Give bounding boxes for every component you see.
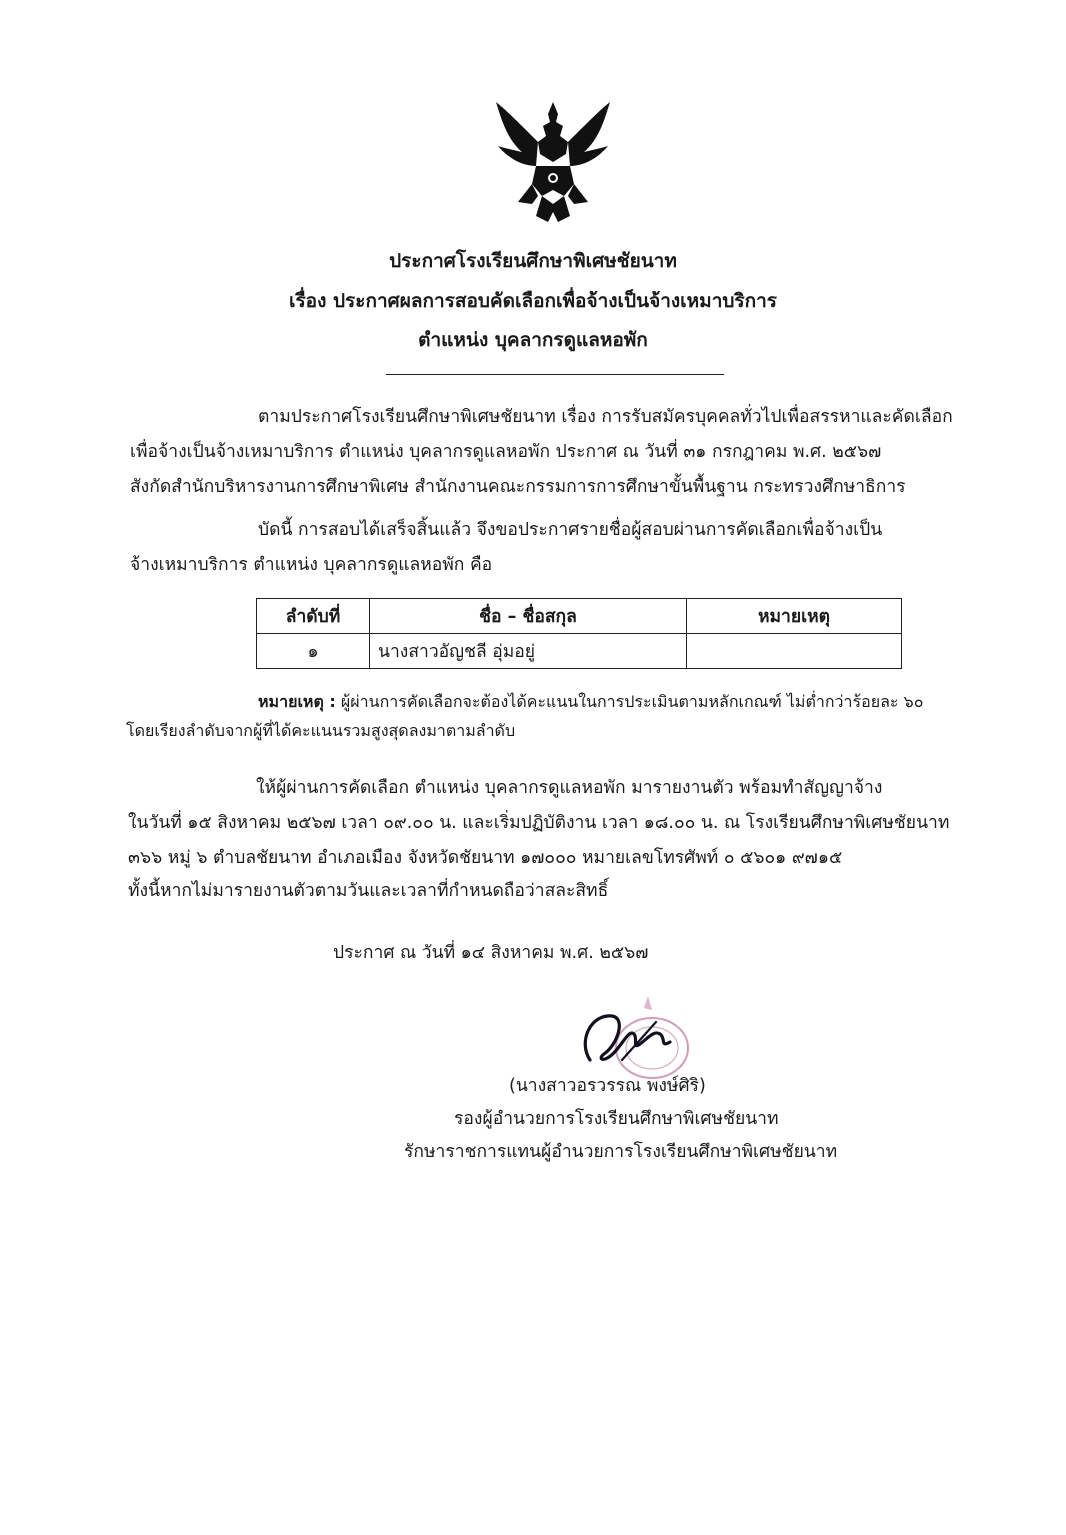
- col-header-name: ชื่อ – ชื่อสกุล: [370, 599, 687, 634]
- note-line-2: โดยเรียงลำดับจากผู้ที่ได้คะแนนรวมสูงสุดลงมาตามลำดับ: [126, 721, 516, 740]
- paragraph-1-line-3: สังกัดสำนักบริหารงานการศึกษาพิเศษ สำนักงานคณะกรรมการการศึกษาขั้นพื้นฐาน กระทรวงศึกษาธิการ: [130, 477, 906, 497]
- title-line-2: เรื่อง ประกาศผลการสอบคัดเลือกเพื่อจ้างเป็นจ้างเหมาบริการ: [288, 290, 778, 312]
- announce-date: ประกาศ ณ วันที่ ๑๔ สิงหาคม พ.ศ. ๒๕๖๗: [333, 943, 649, 963]
- paragraph-1-line-1: ตามประกาศโรงเรียนศึกษาพิเศษชัยนาท เรื่อง การรับสมัครบุคคลทั่วไปเพื่อสรรหาและคัดเลือก: [258, 407, 953, 427]
- paragraph-1-line-2: เพื่อจ้างเป็นจ้างเหมาบริการ ตำแหน่ง บุคลากรดูแลหอพัก ประกาศ ณ วันที่ ๓๑ กรกฎาคม พ.ศ. ๒๕๖๗: [130, 442, 882, 462]
- signer-title-1: รองผู้อำนวยการโรงเรียนศึกษาพิเศษชัยนาท: [454, 1109, 779, 1129]
- col-header-order: ลำดับที่: [257, 599, 370, 634]
- note-line-1: [258, 690, 923, 715]
- cell-name: นางสาวอัญชลี อุ่มอยู่: [370, 634, 687, 669]
- report-line-4: ทั้งนี้หากไม่มารายงานตัวตามวันและเวลาที่กำหนดถือว่าสละสิทธิ์: [128, 881, 609, 901]
- signer-title-2: รักษาราชการแทนผู้อำนวยการโรงเรียนศึกษาพิเศษชัยนาท: [404, 1142, 838, 1162]
- report-line-2: ในวันที่ ๑๕ สิงหาคม ๒๕๖๗ เวลา ๐๙.๐๐ น. และเริ่มปฏิบัติงาน เวลา ๑๘.๐๐ น. ณ โรงเรียนศึกษาพิเศษชัยนาท: [128, 813, 950, 833]
- paragraph-2-line-2: จ้างเหมาบริการ ตำแหน่ง บุคลากรดูแลหอพัก คือ: [130, 555, 493, 575]
- report-line-3: ๓๖๖ หมู่ ๖ ตำบลชัยนาท อำเภอเมือง จังหวัดชัยนาท ๑๗๐๐๐ หมายเลขโทรศัพท์ ๐ ๕๖๐๑ ๙๗๑๕: [128, 848, 843, 868]
- header-divider: [386, 374, 724, 375]
- col-header-remark: หมายเหตุ: [687, 599, 902, 634]
- cell-order: ๑: [257, 634, 370, 669]
- results-table: [256, 598, 902, 669]
- cell-remark: [687, 634, 902, 669]
- table-row: [257, 634, 902, 669]
- paragraph-2-line-1: บัดนี้ การสอบได้เสร็จสิ้นแล้ว จึงขอประกาศรายชื่อผู้สอบผ่านการคัดเลือกเพื่อจ้างเป็น: [258, 520, 883, 540]
- note-label: หมายเหตุ :: [258, 692, 336, 711]
- title-line-1: ประกาศโรงเรียนศึกษาพิเศษชัยนาท: [389, 250, 677, 272]
- title-line-3: ตำแหน่ง บุคลากรดูแลหอพัก: [418, 329, 648, 351]
- note-text-1: ผู้ผ่านการคัดเลือกจะต้องได้คะแนนในการประเมินตามหลักเกณฑ์ ไม่ต่ำกว่าร้อยละ ๖๐: [340, 692, 924, 711]
- signer-name: (นางสาวอรวรรณ พงษ์ศิริ): [509, 1076, 706, 1096]
- garuda-emblem-icon: [488, 92, 618, 232]
- report-line-1: ให้ผู้ผ่านการคัดเลือก ตำแหน่ง บุคลากรดูแลหอพัก มารายงานตัว พร้อมทำสัญญาจ้าง: [256, 778, 883, 798]
- table-header-row: [257, 599, 902, 634]
